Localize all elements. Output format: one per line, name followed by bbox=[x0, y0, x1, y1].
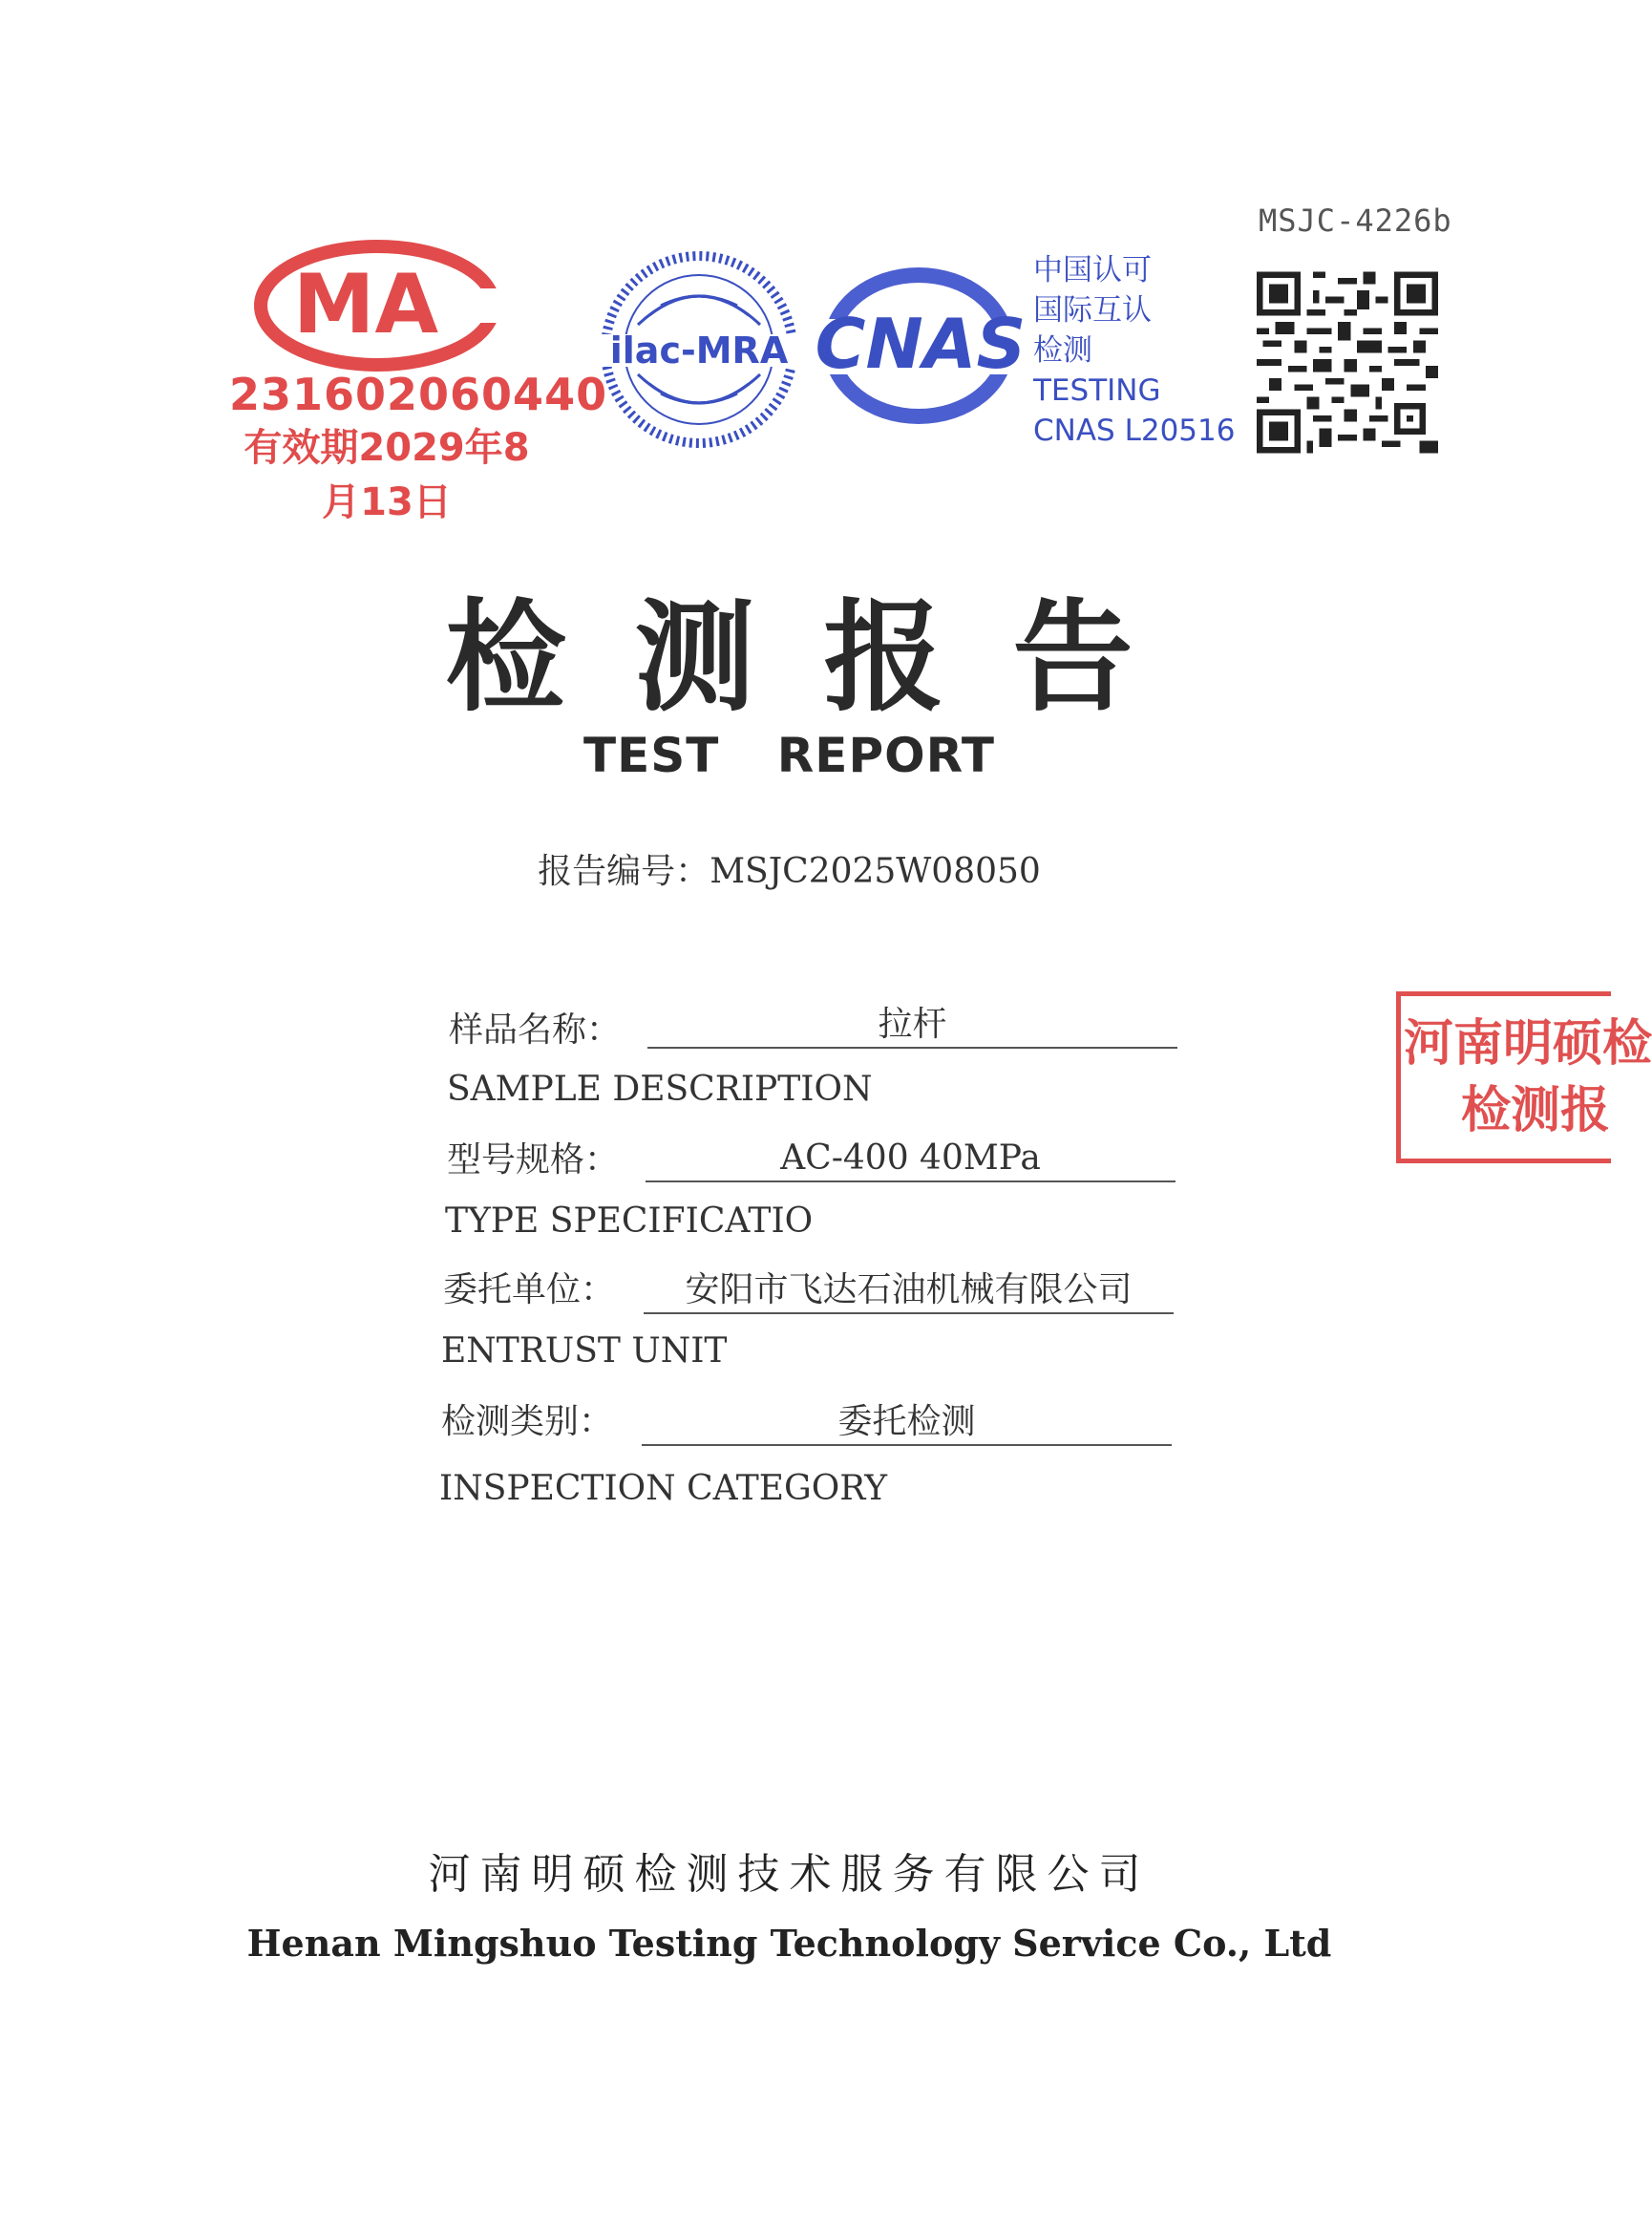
report-number bbox=[0, 844, 1578, 893]
field-label-entrust-unit: ENTRUST UNIT bbox=[441, 1331, 728, 1371]
cma-logo-text: MA bbox=[292, 257, 439, 352]
ilac-logo-text: ilac-MRA bbox=[609, 330, 789, 372]
field-label-inspection-category: INSPECTION CATEGORY bbox=[439, 1469, 888, 1508]
field-label-sample-name: 样品名称： bbox=[449, 1010, 622, 1050]
field-value-entrust-unit: 安阳市飞达石油机械有限公司 bbox=[644, 1268, 1174, 1314]
document-code: MSJC-4226b bbox=[1259, 202, 1452, 239]
cma-logo bbox=[253, 239, 501, 372]
field-label-type-spec: 型号规格： bbox=[447, 1140, 620, 1180]
qr-code-icon[interactable] bbox=[1257, 269, 1438, 456]
field-label-sample-description: SAMPLE DESCRIPTION bbox=[447, 1070, 873, 1109]
field-value-inspection-category: 委托检测 bbox=[642, 1400, 1172, 1446]
company-name-chinese: 河南明硕检测技术服务有限公司 bbox=[428, 1850, 1151, 1899]
cnas-line-1: 中国认可 bbox=[1033, 253, 1152, 287]
field-value-type-spec: AC-400 40MPa bbox=[646, 1137, 1175, 1182]
company-name-english: Henan Mingshuo Testing Technology Service Co., Ltd bbox=[246, 1922, 1332, 1965]
field-value-sample-name: 拉杆 bbox=[647, 1003, 1177, 1049]
cnas-logo-text: CNAS bbox=[815, 304, 1027, 384]
cma-number: 231602060440 bbox=[229, 369, 608, 420]
seal-stamp-line-1: 河南明硕检 bbox=[1404, 1015, 1652, 1073]
title-english: TEST REPORT bbox=[583, 728, 995, 783]
field-label-type-specification: TYPE SPECIFICATIO bbox=[445, 1202, 814, 1241]
cnas-text-block bbox=[1033, 250, 1235, 451]
cnas-line-3: 检测 bbox=[1033, 333, 1092, 368]
cnas-line-4: TESTING bbox=[1033, 373, 1161, 408]
field-label-inspection-category-cn: 检测类别： bbox=[441, 1402, 614, 1441]
title-chinese: 检测报告 bbox=[445, 586, 1202, 728]
cnas-logo bbox=[814, 260, 1033, 432]
field-label-entrust-unit-cn: 委托单位： bbox=[443, 1270, 616, 1309]
seal-stamp-line-2: 检测报 bbox=[1461, 1082, 1611, 1139]
cnas-line-2: 国际互认 bbox=[1033, 293, 1152, 328]
cnas-line-5: CNAS L20516 bbox=[1033, 414, 1236, 448]
report-number-label: 报告编号： bbox=[538, 852, 710, 891]
report-number-value: MSJC2025W08050 bbox=[710, 852, 1041, 891]
ilac-mra-seal bbox=[600, 248, 798, 451]
cma-validity: 有效期2029年8月13日 bbox=[244, 426, 530, 524]
